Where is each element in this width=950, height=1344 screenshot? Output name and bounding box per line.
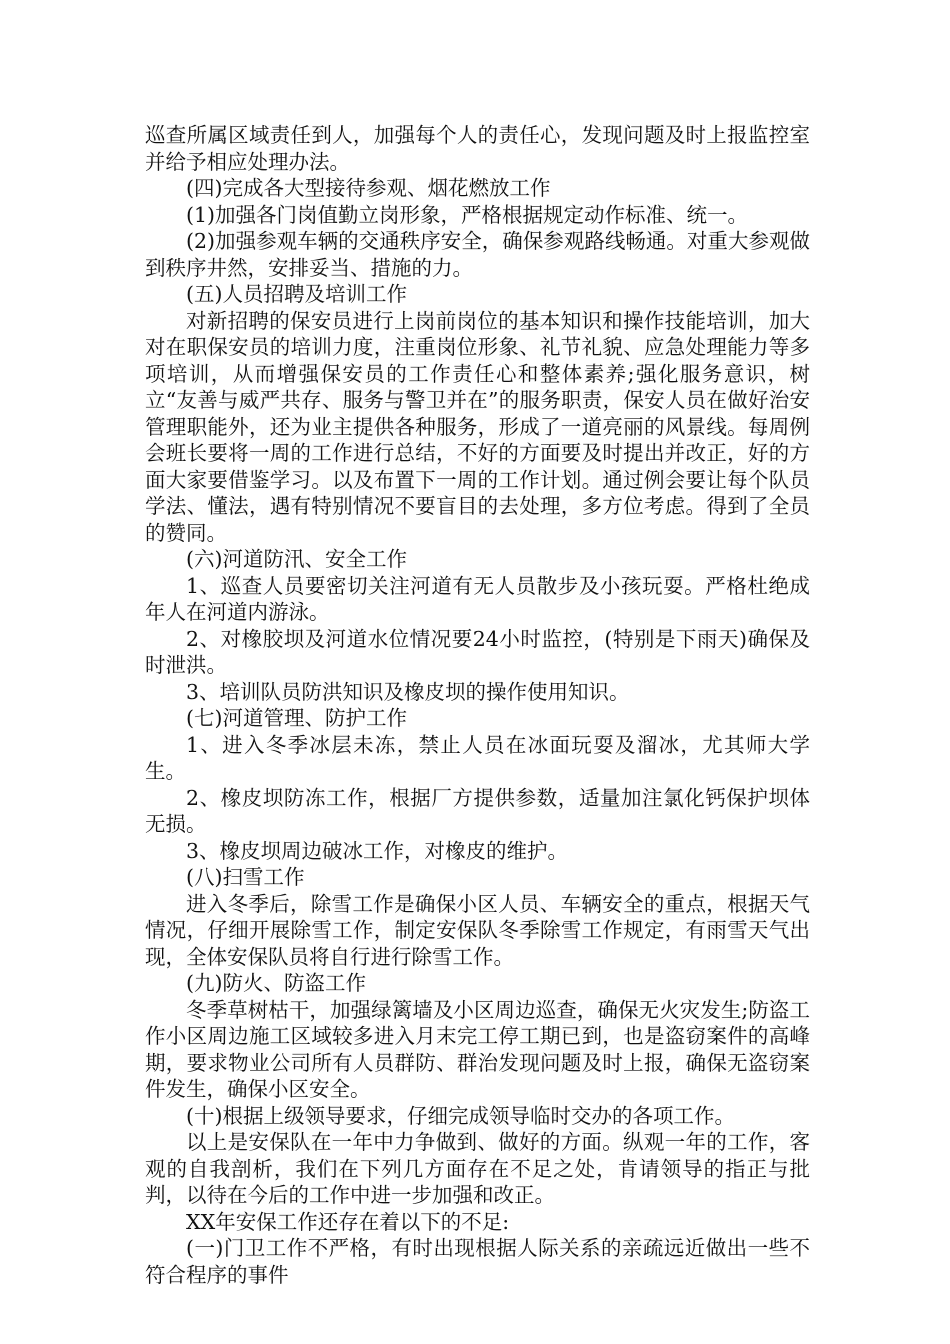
paragraph: (2)加强参观车辆的交通秩序安全，确保参观路线畅通。对重大参观做到秩序井然，安排妥当、措施的力。 [145, 229, 810, 280]
section-heading-5: (五)人员招聘及培训工作 [186, 282, 407, 306]
section-heading-4: (四)完成各大型接待参观、烟花燃放工作 [186, 176, 551, 200]
paragraph: 冬季草树枯干，加强绿篱墙及小区周边巡查，确保无火灾发生;防盗工作小区周边施工区域较多进入月末完工停工期已到，也是盗窃案件的高峰期，要求物业公司所有人员群防、群治发现问题及时上报，确保无盗窃案件发生，确保小区安全。 [145, 997, 810, 1101]
section-heading-7: (七)河道管理、防护工作 [186, 706, 407, 730]
paragraph: 进入冬季后，除雪工作是确保小区人员、车辆安全的重点，根据天气情况，仔细开展除雪工作，制定安保队冬季除雪工作规定，有雨雪天气出现，全体安保队员将自行进行除雪工作。 [145, 891, 810, 969]
document-body [145, 122, 810, 1288]
paragraph: 2、对橡胶坝及河道水位情况要24小时监控，(特别是下雨天)确保及时泄洪。 [145, 626, 810, 677]
section-heading-10: (十)根据上级领导要求，仔细完成领导临时交办的各项工作。 [186, 1103, 735, 1128]
paragraph: 3、橡皮坝周边破冰工作，对橡皮的维护。 [186, 838, 569, 863]
section-heading-6: (六)河道防汛、安全工作 [186, 547, 407, 571]
paragraph: (一)门卫工作不严格，有时出现根据人际关系的亲疏远近做出一些不符合程序的事件 [145, 1236, 810, 1287]
paragraph: 3、培训队员防洪知识及橡皮坝的操作使用知识。 [186, 679, 630, 704]
paragraph: XX年安保工作还存在着以下的不足: [186, 1209, 510, 1234]
paragraph: 1、巡查人员要密切关注河道有无人员散步及小孩玩耍。严格杜绝成年人在河道内游泳。 [145, 573, 810, 624]
paragraph: 巡查所属区域责任到人，加强每个人的责任心，发现问题及时上报监控室并给予相应处理办法。 [145, 123, 810, 174]
paragraph: 2、橡皮坝防冻工作，根据厂方提供参数，适量加注氯化钙保护坝体无损。 [145, 785, 810, 836]
section-heading-8: (八)扫雪工作 [186, 865, 305, 889]
paragraph: 以上是安保队在一年中力争做到、做好的方面。纵观一年的工作，客观的自我剖析，我们在下列几方面存在不足之处，肯请领导的指正与批判，以待在今后的工作中进一步加强和改正。 [145, 1130, 810, 1207]
paragraph: (1)加强各门岗值勤立岗形象，严格根据规定动作标准、统一。 [186, 202, 749, 227]
paragraph: 1、进入冬季冰层未冻，禁止人员在冰面玩耍及溜冰，尤其师大学生。 [145, 732, 810, 783]
section-heading-9: (九)防火、防盗工作 [186, 971, 366, 995]
paragraph: 对新招聘的保安员进行上岗前岗位的基本知识和操作技能培训，加大对在职保安员的培训力度，注重岗位形象、礼节礼貌、应急处理能力等多项培训，从而增强保安员的工作责任心和整体素养;强化服务意识，树立“友善与威严共存、服务与警卫并在”的服务职责，保安人员在做好治安管理职能外，还为业主提供各种服务，形成了一道亮丽的风景线。每周例会班长要将一周的工作进行总结，不好的方面要及时提出并改正，好的方面大家要借鉴学习。以及布置下一周的工作计划。通过例会要让每个队员学法、懂法，遇有特别情况不要盲目的去处理，多方位考虑。得到了全员的赞同。 [145, 308, 810, 545]
